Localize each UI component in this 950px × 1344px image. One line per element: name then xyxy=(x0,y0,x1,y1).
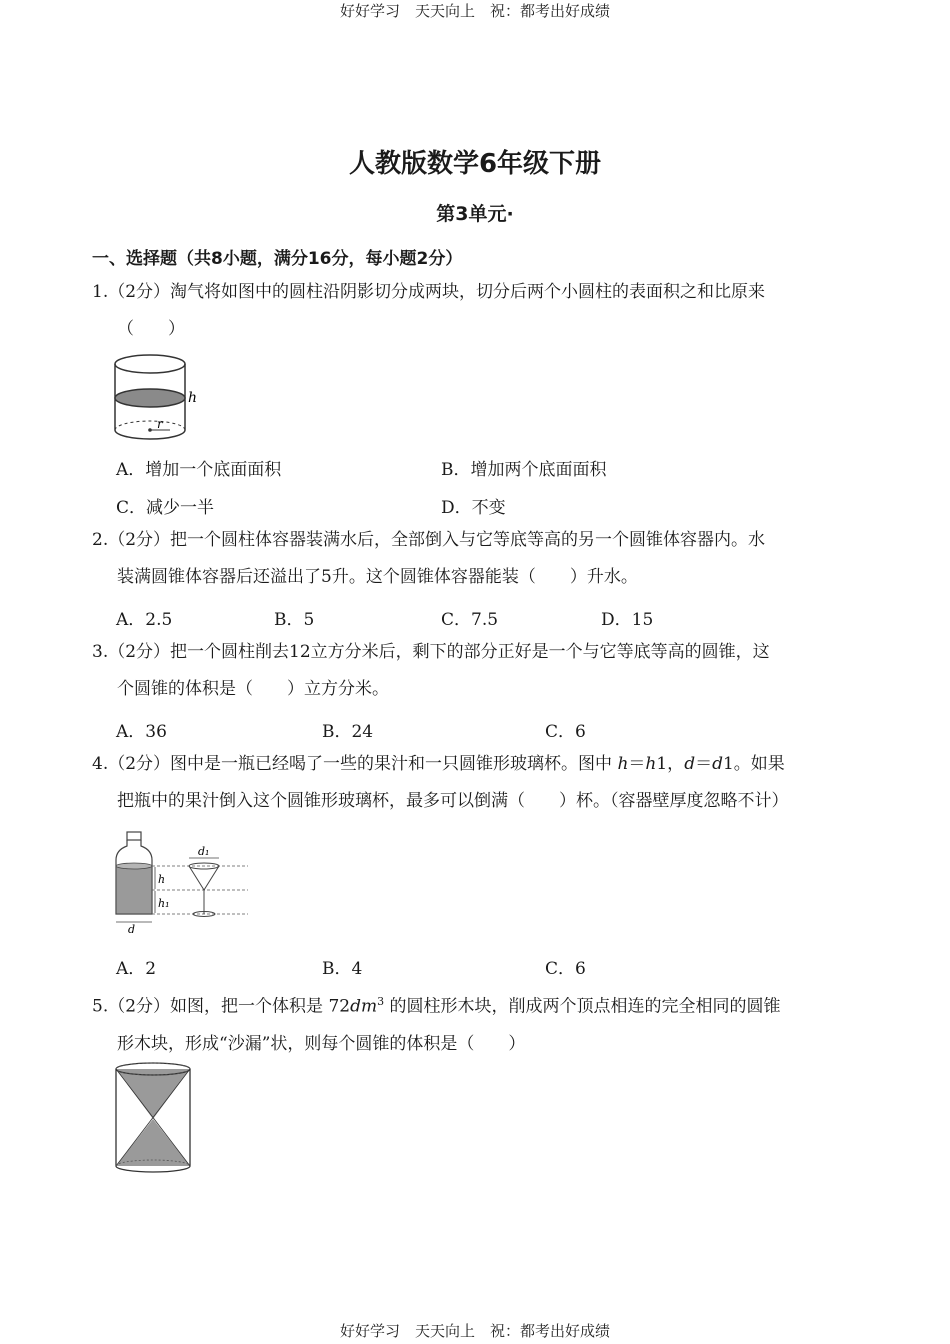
page-title: 人教版数学6年级下册 xyxy=(348,149,602,179)
option-b[interactable]: B．5 xyxy=(274,610,315,630)
question-5-text: 5.（2分）如图，把一个体积是 $72dm^3$ 的圆柱形木块，削成两个顶点相连的完全相同的圆锥 xyxy=(92,995,781,1017)
question-4 xyxy=(92,746,862,820)
question-2-cont: 装满圆锥体容器后还溢出了5升。这个圆锥体容器能装（ ）升水。 xyxy=(117,567,638,587)
option-a[interactable]: A．2 xyxy=(116,959,157,979)
option-b[interactable]: B．24 xyxy=(322,722,374,742)
cylinder-cut-figure xyxy=(108,352,203,444)
d1-label: d₁ xyxy=(198,845,210,858)
option-d[interactable]: D．不变 xyxy=(441,498,506,518)
option-c[interactable]: C．7.5 xyxy=(441,610,499,630)
question-1-blank: （ ） xyxy=(117,319,185,339)
question-3-text: 3.（2分）把一个圆柱削去12立方分米后，剩下的部分正好是一个与它等底等高的圆锥，这 xyxy=(92,642,770,662)
question-5 xyxy=(92,983,862,1063)
page-footer: 好好学习 天天向上 祝：都考出好成绩 xyxy=(339,1322,610,1340)
question-5-cont: 形木块，形成“沙漏”状，则每个圆锥的体积是（ ） xyxy=(117,1033,526,1054)
question-3-cont: 个圆锥的体积是（ ）立方分米。 xyxy=(117,679,389,699)
d-label: d xyxy=(128,923,136,935)
h-label: h xyxy=(158,873,166,886)
page-header: 好好学习 天天向上 祝：都考出好成绩 xyxy=(339,2,610,20)
question-2 xyxy=(92,522,862,596)
question-1-text: 1.（2分）淘气将如图中的圆柱沿阴影切分成两块，切分后两个小圆柱的表面积之和比原来 xyxy=(92,282,766,302)
hourglass-cylinder-figure xyxy=(110,1060,196,1178)
r-label: r xyxy=(157,417,163,431)
question-1 xyxy=(92,274,862,348)
option-d[interactable]: D．15 xyxy=(601,610,654,630)
option-b[interactable]: B．增加两个底面面积 xyxy=(441,460,607,480)
unit-subtitle: 第3单元· xyxy=(436,203,514,225)
option-c[interactable]: C．6 xyxy=(545,959,586,979)
option-b[interactable]: B．4 xyxy=(322,959,363,979)
bottle-and-glass-figure xyxy=(108,830,253,935)
option-c[interactable]: C．6 xyxy=(545,722,586,742)
option-c[interactable]: C．减少一半 xyxy=(116,498,215,518)
option-a[interactable]: A．增加一个底面面积 xyxy=(116,460,282,480)
question-3 xyxy=(92,634,862,708)
option-a[interactable]: A．36 xyxy=(116,722,167,742)
section-heading: 一、选择题（共8小题，满分16分，每小题2分） xyxy=(92,249,463,269)
option-a[interactable]: A．2.5 xyxy=(116,610,173,630)
question-2-text: 2.（2分）把一个圆柱体容器装满水后，全部倒入与它等底等高的另一个圆锥体容器内。水 xyxy=(92,530,766,550)
h1-label: h₁ xyxy=(158,897,170,910)
question-4-text: 4.（2分）图中是一瓶已经喝了一些的果汁和一只圆锥形玻璃杯。图中 h＝h1，d＝d1。如果 xyxy=(92,754,785,774)
h-label: h xyxy=(188,390,198,406)
question-4-cont: 把瓶中的果汁倒入这个圆锥形玻璃杯，最多可以倒满（ ）杯。（容器壁厚度忽略不计） xyxy=(117,791,789,811)
